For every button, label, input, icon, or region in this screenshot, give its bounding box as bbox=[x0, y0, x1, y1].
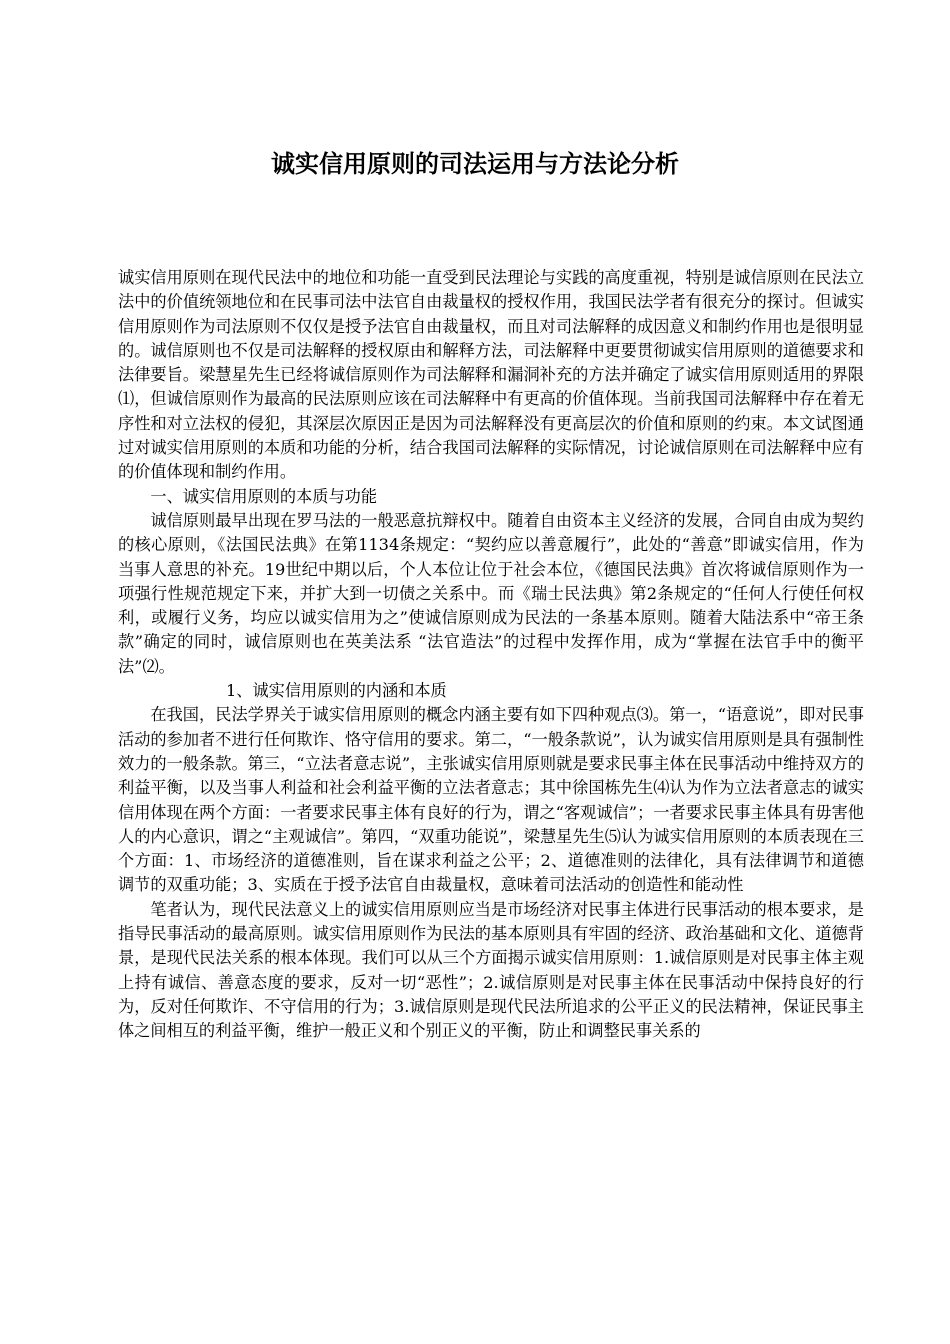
body-paragraph: 诚信原则最早出现在罗马法的一般恶意抗辩权中。随着自由资本主义经济的发展，合同自由成为契约的核心原则，《法国民法典》在第1134条规定：“契约应以善意履行”，此处的“善意”即诚实信用，作为当事人意思的补充。19世纪中期以后，个人本位让位于社会本位，《德国民法典》首次将诚信原则作为一项强行性规范规定下来，并扩大到一切债之关系中。而《瑞士民法典》第2条规定的“任何人行使任何权利，或履行义务，均应以诚实信用为之”使诚信原则成为民法的一条基本原则。随着大陆法系中“帝王条款”确定的同时，诚信原则也在英美法系 “法官造法”的过程中发挥作用，成为“掌握在法官手中的衡平法”⑵。 bbox=[118, 510, 864, 676]
section-heading-1: 一、诚实信用原则的本质与功能 bbox=[150, 486, 378, 506]
body-paragraph: 笔者认为，现代民法意义上的诚实信用原则应当是市场经济对民事主体进行民事活动的根本要求，是指导民事活动的最高原则。诚实信用原则作为民法的基本原则具有牢固的经济、政治基础和文化、道德背景，是现代民法关系的根本体现。我们可以从三个方面揭示诚实信用原则：1.诚信原则是对民事主体主观上持有诚信、善意态度的要求，反对一切“恶性”；2.诚信原则是对民事主体在民事活动中保持良好的行为，反对任何欺诈、不守信用的行为；3.诚信原则是现代民法所追求的公平正义的民法精神，保证民事主体之间相互的利益平衡，维护一般正义和个别正义的平衡，防止和调整民事关系的 bbox=[118, 899, 864, 1041]
intro-paragraph: 诚实信用原则在现代民法中的地位和功能一直受到民法理论与实践的高度重视，特别是诚信原则在民法立法中的价值统领地位和在民事司法中法官自由裁量权的授权作用，我国民法学者有很充分的探讨。但诚实信用原则作为司法原则不仅仅是授予法官自由裁量权，而且对司法解释的成因意义和制约作用也是很明显的。诚信原则也不仅是司法解释的授权原由和解释方法，司法解释中更要贯彻诚实信用原则的道德要求和法律要旨。梁慧星先生已经将诚信原则作为司法解释和漏洞补充的方法并确定了诚实信用原则适用的界限⑴，但诚信原则作为最高的民法原则应该在司法解释中有更高的价值体现。当前我国司法解释中存在着无序性和对立法权的侵犯，其深层次原因正是因为司法解释没有更高层次的价值和原则的约束。本文试图通过对诚实信用原则的本质和功能的分析，结合我国司法解释的实际情况，讨论诚信原则在司法解释中应有的价值体现和制约作用。 bbox=[118, 268, 864, 482]
document-title: 诚实信用原则的司法运用与方法论分析 bbox=[271, 150, 679, 178]
document-body bbox=[118, 266, 864, 1044]
subsection-heading-1: 1、诚实信用原则的内涵和本质 bbox=[226, 681, 447, 701]
body-paragraph: 在我国，民法学界关于诚实信用原则的概念内涵主要有如下四种观点⑶。第一，“语意说”，即对民事活动的参加者不进行任何欺诈、恪守信用的要求。第二，“一般条款说”，认为诚实信用原则是具有强制性效力的一般条款。第三，“立法者意志说”，主张诚实信用原则就是要求民事主体在民事活动中维持双方的利益平衡，以及当事人利益和社会利益平衡的立法者意志；其中徐国栋先生⑷认为作为立法者意志的诚实信用体现在两个方面：一者要求民事主体有良好的行为，谓之“客观诚信”；一者要求民事主体具有毋害他人的内心意识，谓之“主观诚信”。第四，“双重功能说”，梁慧星先生⑸认为诚实信用原则的本质表现在三个方面：1、市场经济的道德准则，旨在谋求利益之公平；2、道德准则的法律化，具有法律调节和道德调节的双重功能；3、实质在于授予法官自由裁量权，意味着司法活动的创造性和能动性 bbox=[118, 705, 864, 895]
